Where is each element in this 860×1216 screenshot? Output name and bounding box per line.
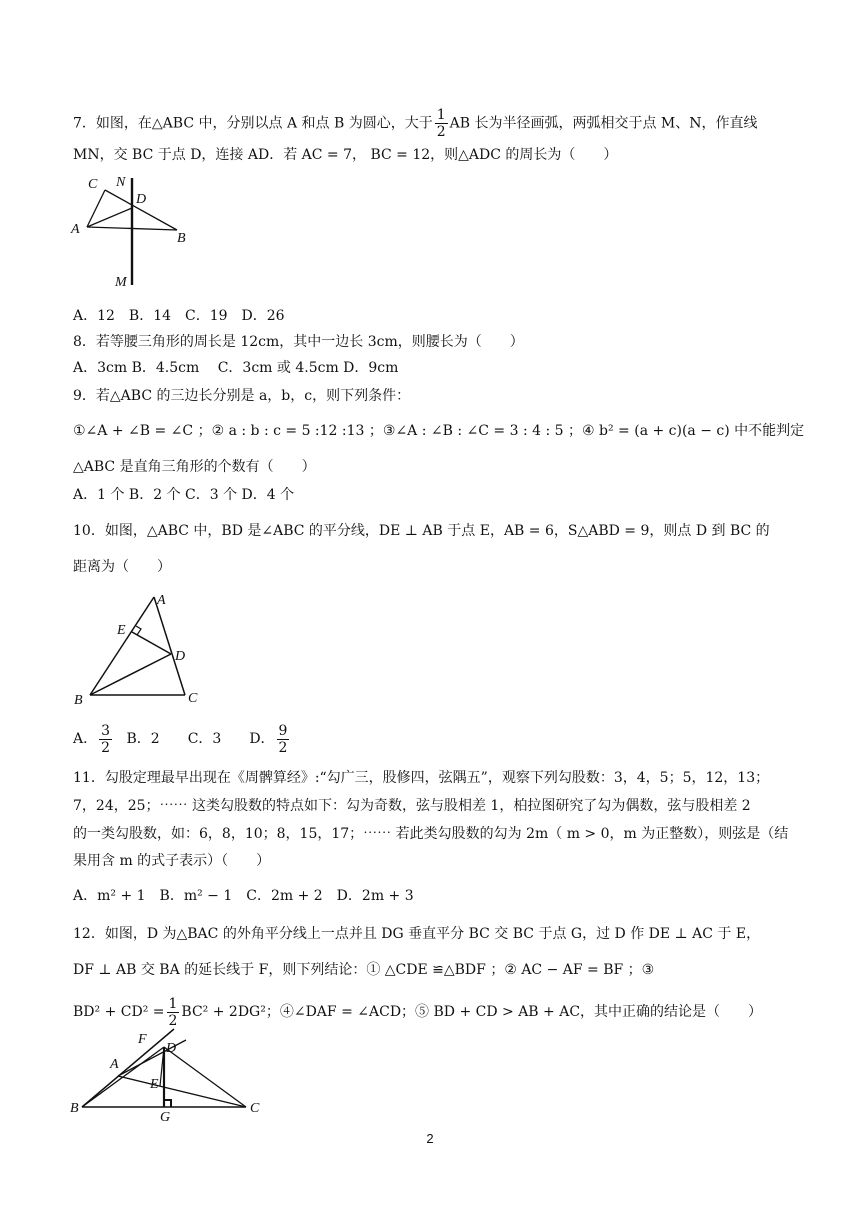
q9-line-1: 9．若△ABC 的三边长分别是 a，b，c，则下列条件： xyxy=(73,388,411,404)
q12-line-1: 12．如图，D 为△BAC 的外角平分线上一点并且 DG 垂直平分 BC 交 BC 于点 G，过 D 作 DE ⊥ AC 于 E， xyxy=(73,926,761,942)
q12-label-a: A xyxy=(110,1057,119,1072)
q9-line-3: △ABC 是直角三角形的个数有（ ） xyxy=(73,459,316,475)
q10-figure xyxy=(70,582,210,712)
q12-line-3: BD² + CD² = $\frac{1}{2}$ BC² + 2DG²；④∠DAF = ∠ACD；⑤ BD + CD > AB + AC，其中正确的结论是（ ） xyxy=(73,995,763,1029)
q12-label-e: E xyxy=(150,1077,159,1092)
q10-label-a: A xyxy=(157,593,166,608)
q10-label-d: D xyxy=(175,649,186,664)
q7-label-a: A xyxy=(71,222,80,237)
q8-options: A．3cm B．4.5cm C．3cm 或 4.5cm D．9cm xyxy=(73,360,399,376)
q10-line-1: 10．如图，△ABC 中，BD 是∠ABC 的平分线，DE ⊥ AB 于点 E，AB = 6，S△ABD = 9，则点 D 到 BC 的 xyxy=(73,523,770,539)
q10-label-e: E xyxy=(117,623,126,638)
q11-line-4: 果用含 m 的式子表示）（ ） xyxy=(73,853,271,869)
q7-label-m: M xyxy=(115,275,127,290)
q10-options: A． $\frac{3}{2}$ B．2 C．3 D． $\frac{9}{2}$ xyxy=(73,722,288,756)
q11-options: A．m² + 1 B．m² − 1 C．2m + 2 D．2m + 3 xyxy=(73,888,414,904)
q7-fraction: $\frac{1}{2}$ xyxy=(436,107,446,140)
q10-label-c: C xyxy=(188,691,198,706)
q10-label-b: B xyxy=(74,693,83,708)
q8-line-1: 8．若等腰三角形的周长是 12cm，其中一边长 3cm，则腰长为（ ） xyxy=(73,334,524,350)
q7-label-b: B xyxy=(177,231,186,246)
q12-line-2: DF ⊥ AB 交 BA 的延长线于 F，则下列结论：① △CDE ≌△BDF ；② AC − AF = BF ；③ xyxy=(73,962,655,978)
q9-options: A．1 个 B．2 个 C．3 个 D．4 个 xyxy=(73,487,295,503)
q9-line-2: ①∠A + ∠B = ∠C ；② a : b : c = 5 :12 :13 ；③∠A : ∠B : ∠C = 3 : 4 : 5 ；④ b² = (a + c)(a − c) 中不能判定 xyxy=(73,423,805,439)
page-number: 2 xyxy=(426,1131,434,1146)
q11-line-3: 的一类勾股数，如：6，8，10；8，15，17；⋯⋯ 若此类勾股数的勾为 2m（ m > 0，m 为正整数），则弦是（结 xyxy=(73,826,789,842)
q12-label-f: F xyxy=(138,1032,147,1047)
q7-line-1: 7．如图，在△ABC 中，分别以点 A 和点 B 为圆心，大于 $\frac{1}{2}$ AB 长为半径画弧，两弧相交于点 M、N，作直线 xyxy=(73,107,758,140)
q12-label-c: C xyxy=(250,1101,260,1116)
q7-figure xyxy=(70,170,200,290)
q7-line-2: MN，交 BC 于点 D，连接 AD．若 AC = 7， BC = 12，则△ADC 的周长为（ ） xyxy=(73,147,618,163)
q10-line-2: 距离为（ ） xyxy=(73,559,171,575)
q11-line-1: 11．勾股定理最早出现在《周髀算经》:“勾广三，股修四，弦隅五”，观察下列勾股数：3，4，5；5，12，13； xyxy=(73,770,770,786)
q11-line-2: 7，24，25；⋯⋯ 这类勾股数的特点如下：勾为奇数，弦与股相差 1，柏拉图研究了勾为偶数，弦与股相差 2 xyxy=(73,798,751,814)
q7-label-d: D xyxy=(136,192,147,207)
q12-fraction: $\frac{1}{2}$ xyxy=(168,995,178,1029)
q12-label-g: G xyxy=(160,1110,171,1125)
q12-figure xyxy=(68,1020,268,1125)
q7-options: A．12 B．14 C．19 D．26 xyxy=(73,308,285,324)
q12-label-d: D xyxy=(166,1041,177,1056)
q12-label-b: B xyxy=(70,1101,79,1116)
q10-option-d-fraction: $\frac{9}{2}$ xyxy=(278,722,288,756)
q10-option-a-fraction: $\frac{3}{2}$ xyxy=(101,722,111,756)
q7-label-c: C xyxy=(88,177,98,192)
q7-label-n: N xyxy=(116,175,126,190)
